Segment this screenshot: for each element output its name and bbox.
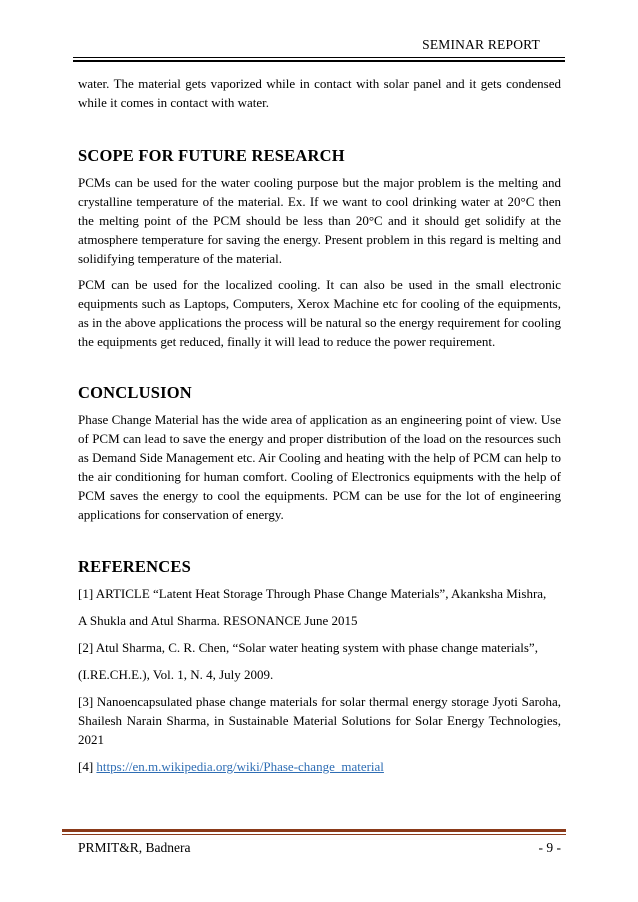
- reference-4-link[interactable]: https://en.m.wikipedia.org/wiki/Phase-change_material: [96, 759, 384, 774]
- references-heading: REFERENCES: [78, 557, 191, 576]
- intro-paragraph: water. The material gets vaporized while in contact with solar panel and it gets condensed while it comes in contact with water.: [78, 76, 561, 110]
- scope-heading: SCOPE FOR FUTURE RESEARCH: [78, 146, 345, 165]
- reference-1-line-2: A Shukla and Atul Sharma. RESONANCE June 2015: [78, 613, 358, 628]
- reference-1-line-1: [1] ARTICLE “Latent Heat Storage Through Phase Change Materials”, Akanksha Mishra,: [78, 586, 547, 601]
- scope-paragraph-1: PCMs can be used for the water cooling purpose but the major problem is the melting and crystalline temperature of the material. Ex. If we want to cool drinking water at 20°C then the melting point of the PCM should be less than 20°C and it should get solidify at the atmosphere temperature for saving the energy. Present problem in this regard is melting and solidifying temperature of the material.: [78, 175, 561, 266]
- footer-rule-thick: [62, 829, 566, 832]
- header-title: SEMINAR REPORT: [422, 37, 540, 52]
- reference-3: [3] Nanoencapsulated phase change materials for solar thermal energy storage Jyoti Saroha, Shailesh Narain Sharma, in Sustainable Material Solutions for Solar Energy Technologies, 2021: [78, 694, 561, 747]
- reference-4: [78, 757, 561, 776]
- footer-institution: PRMIT&R, Badnera: [78, 840, 191, 855]
- conclusion-heading: CONCLUSION: [78, 383, 192, 402]
- footer-rule-thin: [62, 834, 566, 835]
- header-rule-bottom: [73, 60, 565, 62]
- page-content: [78, 74, 561, 776]
- reference-2-line-1: [2] Atul Sharma, C. R. Chen, “Solar water heating system with phase change materials”,: [78, 640, 538, 655]
- reference-4-number: [4]: [78, 759, 94, 774]
- header-rule-top: [73, 57, 565, 58]
- conclusion-paragraph: Phase Change Material has the wide area of application as an engineering point of view. Use of PCM can lead to save the energy and proper distribution of the load on the resources such as Demand Side Management etc. Air Cooling and heating with the help of PCM can help to the air conditioning for human comfort. Cooling of Electronics equipments with the help of PCM saves the energy to cool the equipments. PCM can be use for the lot of engineering applications for conservation of energy.: [78, 412, 561, 522]
- scope-paragraph-2: PCM can be used for the localized cooling. It can also be used in the small electronic equipments such as Laptops, Computers, Xerox Machine etc for cooling of the equipments, as in the above applications the process will be natural so the energy requirement for cooling the equipments get reduced, finally it will lead to reduce the power requirement.: [78, 277, 561, 349]
- reference-2-line-2: (I.RE.CH.E.), Vol. 1, N. 4, July 2009.: [78, 667, 274, 682]
- page-number: - 9 -: [538, 840, 561, 855]
